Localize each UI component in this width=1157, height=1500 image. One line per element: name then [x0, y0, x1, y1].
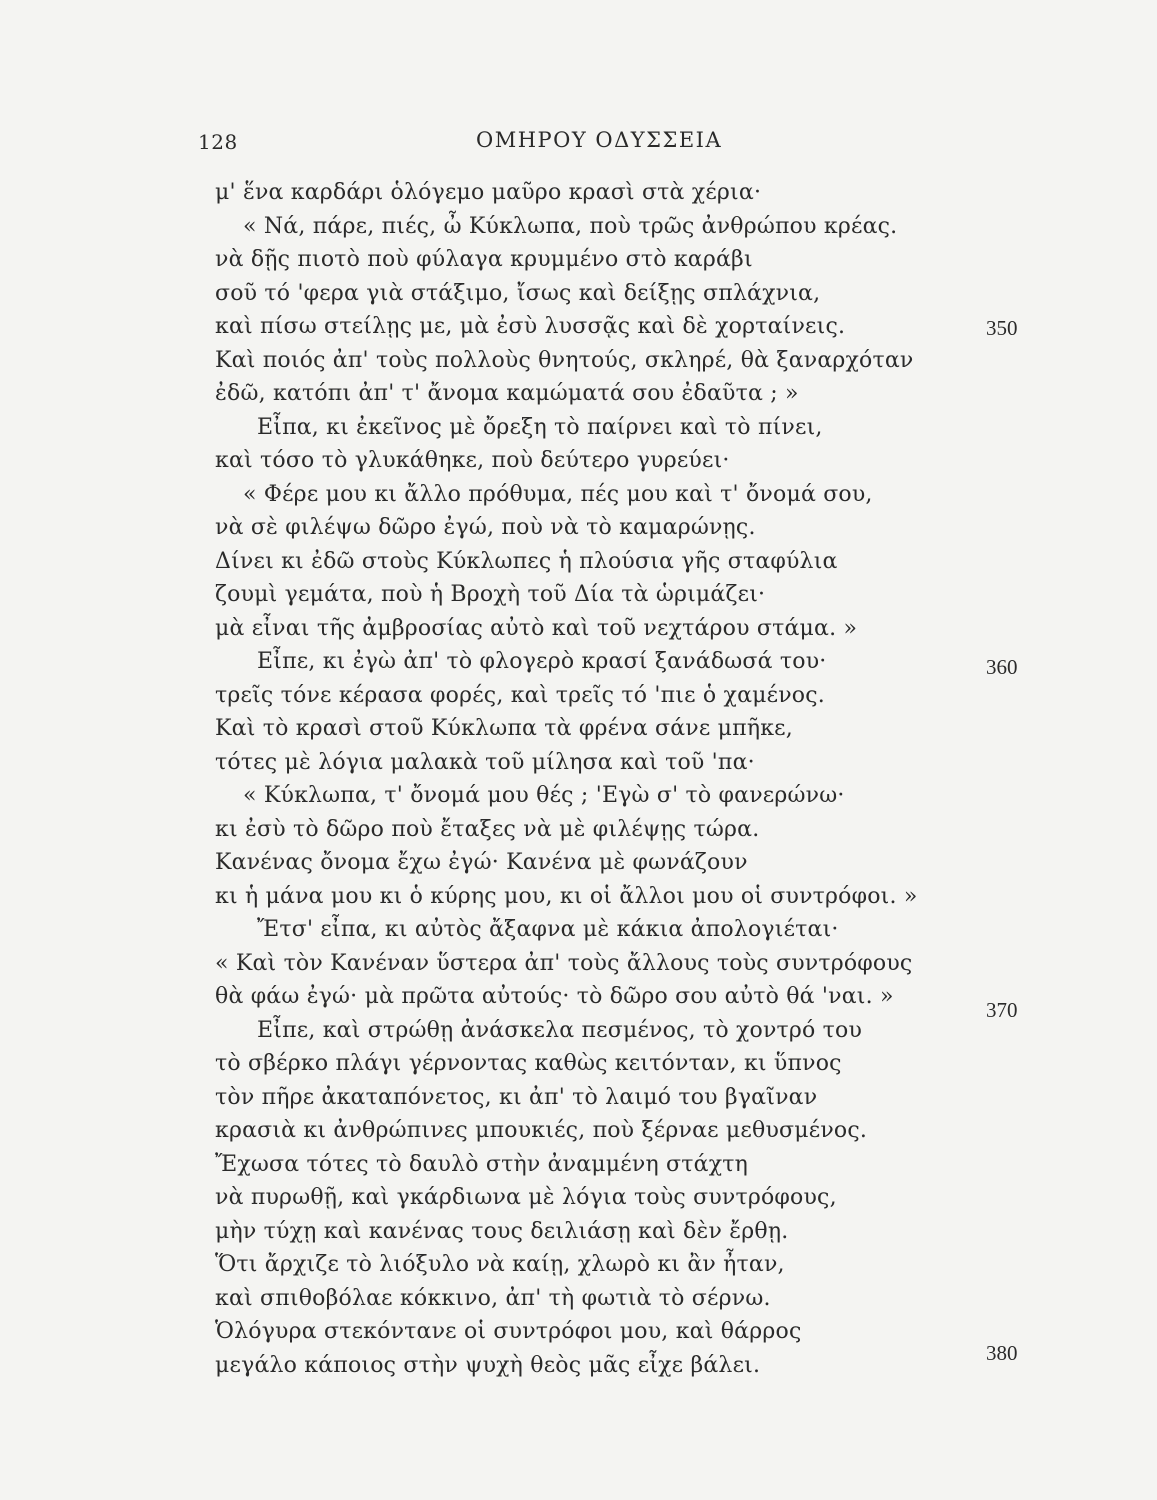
verse-line: καὶ πίσω στείλῃς με, μὰ ἐσὺ λυσσᾷς καὶ δὲ χορταίνεις. [215, 314, 846, 339]
verse-line: Ὁλόγυρα στεκόντανε οἱ συντρόφοι μου, καὶ θάρρος [215, 1319, 802, 1344]
verse-line: Εἶπε, κι ἐγὼ ἀπ' τὸ φλογερὸ κρασί ξανάδωσά του· [257, 649, 827, 674]
verse-line: Ἔτσ' εἶπα, κι αὐτὸς ἄξαφνα μὲ κάκια ἀπολογιέται· [257, 917, 839, 942]
running-head: ΟΜΗΡΟΥ ΟΔΥΣΣΕΙΑ [476, 128, 723, 152]
verse-line: σοῦ τό 'φερα γιὰ στάξιμο, ἴσως καὶ δείξῃς σπλάχνια, [215, 280, 821, 306]
verse-line: ζουμὶ γεμάτα, ποὺ ἡ Βροχὴ τοῦ Δία τὰ ὡριμάζει· [215, 582, 766, 607]
verse-line: Καὶ ποιός ἀπ' τοὺς πολλοὺς θνητούς, σκληρέ, θὰ ξαναρχόταν [215, 347, 914, 373]
verse-line: Ἔχωσα τότες τὸ δαυλὸ στὴν ἀναμμένη στάχτη [215, 1151, 748, 1177]
verse-line: νὰ σὲ φιλέψω δῶρο ἐγώ, ποὺ νὰ τὸ καμαρώνῃς. [215, 515, 756, 540]
verse-line: μεγάλο κάποιος στὴν ψυχὴ θεὸς μᾶς εἶχε βάλει. [215, 1352, 761, 1378]
verse-line: Εἶπα, κι ἐκεῖνος μὲ ὄρεξη τὸ παίρνει καὶ τὸ πίνει, [257, 414, 823, 440]
verse-line: κι ἡ μάνα μου κι ὁ κύρης μου, κι οἱ ἄλλοι μου οἱ συντρόφοι. » [215, 883, 918, 909]
poem-text [215, 176, 975, 1382]
verse-line: « Καὶ τὸν Κανέναν ὕστερα ἀπ' τοὺς ἄλλους τοὺς συντρόφους [215, 950, 913, 976]
verse-line: τρεῖς τόνε κέρασα φορές, καὶ τρεῖς τό 'πιε ὁ χαμένος. [215, 682, 825, 708]
verse-line: μὰ εἶναι τῆς ἀμβροσίας αὐτὸ καὶ τοῦ νεχτάρου στάμα. » [215, 615, 858, 641]
verse-line: τὸ σβέρκο πλάγι γέρνοντας καθὼς κειτόνταν, κι ὕπνος [215, 1051, 842, 1076]
page-number: 128 [198, 130, 238, 154]
verse-line: καὶ σπιθοβόλαε κόκκινο, ἀπ' τὴ φωτιὰ τὸ σέρνω. [215, 1285, 771, 1311]
verse-line: « Φέρε μου κι ἄλλο πρόθυμα, πές μου καὶ τ' ὄνομά σου, [243, 481, 873, 507]
verse-line: Εἶπε, καὶ στρώθῃ ἀνάσκελα πεσμένος, τὸ χοντρό του [257, 1017, 863, 1043]
verse-line: ἐδῶ, κατόπι ἀπ' τ' ἄνομα καμώματά σου ἐδαῦτα ; » [215, 381, 799, 406]
verse-line: « Κύκλωπα, τ' ὄνομά μου θές ; 'Εγὼ σ' τὸ φανερώνω· [243, 783, 845, 808]
verse-line: Ὅτι ἄρχιζε τὸ λιόξυλο νὰ καίῃ, χλωρὸ κι ἂν ἦταν, [215, 1252, 785, 1277]
verse-line: Δίνει κι ἐδῶ στοὺς Κύκλωπες ἡ πλούσια γῆς σταφύλια [215, 548, 838, 574]
verse-line: Καὶ τὸ κρασὶ στοῦ Κύκλωπα τὰ φρένα σάνε μπῆκε, [215, 716, 793, 741]
line-number: 370 [986, 998, 1018, 1022]
verse-line: νὰ δῇς πιοτὸ ποὺ φύλαγα κρυμμένο στὸ καράβι [215, 247, 753, 272]
verse-line: νὰ πυρωθῇ, καὶ γκάρδιωνα μὲ λόγια τοὺς συντρόφους, [215, 1185, 837, 1210]
line-number: 350 [986, 316, 1018, 340]
verse-line: μ' ἕνα καρδάρι ὁλόγεμο μαῦρο κρασὶ στὰ χέρια· [215, 180, 762, 205]
verse-line: θὰ φάω ἐγώ· μὰ πρῶτα αὐτούς· τὸ δῶρο σου αὐτὸ θά 'ναι. » [215, 984, 894, 1009]
verse-line: τότες μὲ λόγια μαλακὰ τοῦ μίλησα καὶ τοῦ 'πα· [215, 749, 755, 775]
verse-line: τὸν πῆρε ἀκαταπόνετος, κι ἀπ' τὸ λαιμό του βγαῖναν [215, 1084, 818, 1110]
verse-line: μὴν τύχῃ καὶ κανένας τους δειλιάσῃ καὶ δὲν ἔρθῃ. [215, 1218, 789, 1244]
verse-line: κι ἐσὺ τὸ δῶρο ποὺ ἔταξες νὰ μὲ φιλέψῃς τώρα. [215, 816, 760, 842]
verse-line: καὶ τόσο τὸ γλυκάθηκε, ποὺ δεύτερο γυρεύει· [215, 448, 730, 473]
verse-line: Κανένας ὄνομα ἔχω ἐγώ· Κανένα μὲ φωνάζουν [215, 850, 748, 875]
line-number: 360 [986, 655, 1018, 679]
verse-line: κρασιὰ κι ἀνθρώπινες μπουκιές, ποὺ ξέρναε μεθυσμένος. [215, 1118, 868, 1143]
line-number: 380 [986, 1341, 1018, 1365]
verse-line: « Νά, πάρε, πιές, ὦ Κύκλωπα, ποὺ τρῶς ἀνθρώπου κρέας. [243, 213, 898, 239]
